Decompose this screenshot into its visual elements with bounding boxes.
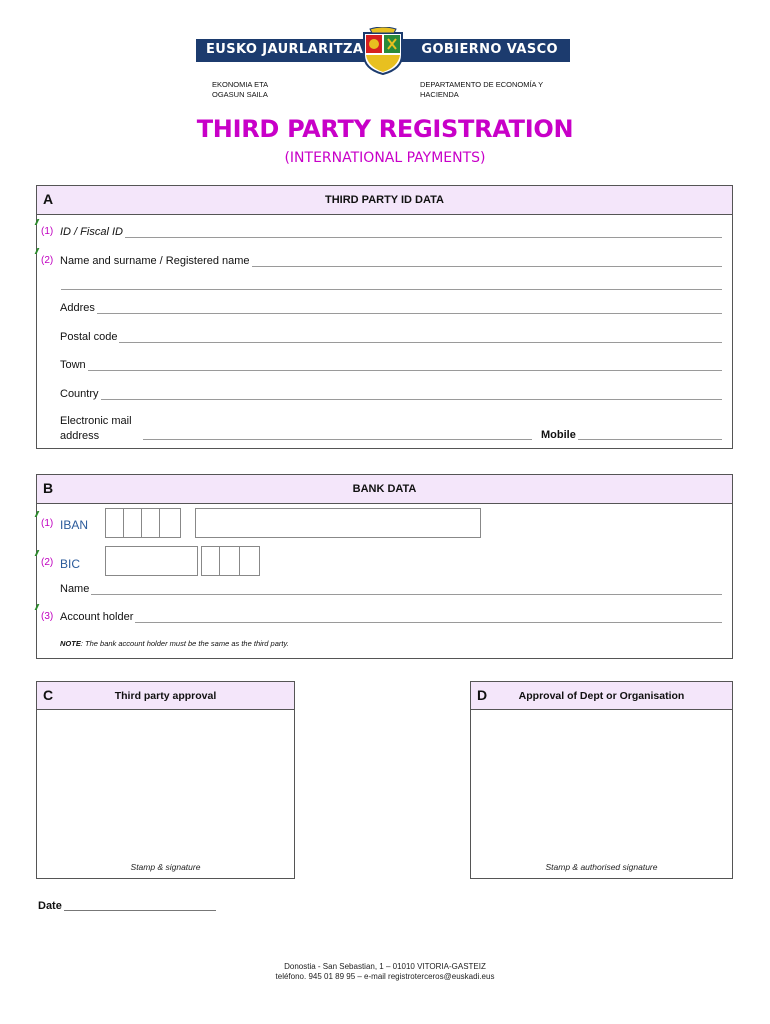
address-field[interactable]: [37, 302, 732, 318]
required-marker-icon: [35, 248, 42, 254]
name-continuation-field[interactable]: [37, 278, 732, 294]
section-c-header: [37, 682, 294, 710]
field-number: (2): [41, 255, 54, 266]
address-line[interactable]: [61, 313, 722, 314]
basque-government-crest-icon: [360, 27, 406, 75]
account-holder-label: Account holder: [60, 611, 134, 623]
section-b-bank-data: [36, 474, 733, 659]
section-b-letter: B: [43, 480, 54, 496]
section-c-third-party-approval[interactable]: [36, 681, 295, 879]
address-label: Addres: [60, 302, 95, 314]
name-continuation-line[interactable]: [61, 289, 722, 290]
section-d-letter: D: [477, 687, 488, 703]
email-field[interactable]: [37, 414, 732, 444]
email-label-line1: Electronic mail: [60, 415, 132, 427]
email-label: [60, 414, 134, 444]
field-number: (3): [41, 611, 54, 622]
name-label: Name and surname / Registered name: [60, 255, 250, 267]
country-line[interactable]: [61, 399, 722, 400]
postal-code-field[interactable]: [37, 331, 732, 347]
bank-note-body: : The bank account holder must be the same as the third party.: [80, 639, 289, 648]
iban-check-box-1[interactable]: [123, 508, 142, 538]
bank-name-label: Name: [60, 583, 90, 595]
account-holder-field[interactable]: [37, 611, 732, 627]
iban-country-box[interactable]: [105, 508, 124, 538]
fiscal-id-line[interactable]: [61, 237, 722, 238]
date-line[interactable]: [64, 910, 216, 911]
required-marker-icon: [35, 550, 42, 556]
bic-bank-input[interactable]: [105, 546, 198, 576]
form-title: THIRD PARTY REGISTRATION: [196, 115, 574, 143]
email-line[interactable]: [143, 439, 532, 440]
postal-code-line[interactable]: [61, 342, 722, 343]
country-label: Country: [60, 388, 99, 400]
department-basque-line2: OGASUN SAILA: [212, 90, 268, 99]
date-label: Date: [38, 900, 62, 912]
section-b-header: [37, 475, 732, 504]
section-d-header: [471, 682, 732, 710]
iban-check-box-3[interactable]: [159, 508, 181, 538]
footer: [0, 962, 770, 982]
footer-address: Donostia - San Sebastian, 1 – 01010 VITORIA-GASTEIZ: [284, 962, 486, 971]
country-field[interactable]: [37, 388, 732, 404]
mobile-line[interactable]: [577, 439, 722, 440]
field-number: (1): [41, 518, 54, 529]
town-label: Town: [60, 359, 86, 371]
section-d-signature-note: Stamp & authorised signature: [545, 862, 658, 872]
date-field[interactable]: [38, 900, 238, 916]
section-c-letter: C: [43, 687, 54, 703]
department-spanish-line2: HACIENDA: [420, 90, 459, 99]
logo-text-basque: EUSKO JAURLARITZA: [206, 42, 364, 57]
bic-code-box-2[interactable]: [219, 546, 240, 576]
iban-label: IBAN: [60, 518, 89, 532]
required-marker-icon: [35, 511, 42, 517]
email-label-line2: address: [60, 430, 100, 442]
department-basque: [212, 80, 268, 100]
postal-code-label: Postal code: [60, 331, 118, 343]
section-b-title: BANK DATA: [352, 483, 417, 495]
account-holder-line[interactable]: [61, 622, 722, 623]
fiscal-id-label: ID / Fiscal ID: [60, 226, 123, 238]
department-spanish: [420, 80, 543, 100]
field-number: (2): [41, 557, 54, 568]
field-number: (1): [41, 226, 54, 237]
name-field[interactable]: [37, 255, 732, 271]
section-a-third-party-id: [36, 185, 733, 449]
town-line[interactable]: [61, 370, 722, 371]
town-field[interactable]: [37, 359, 732, 375]
section-a-title: THIRD PARTY ID DATA: [325, 194, 444, 206]
mobile-label: Mobile: [541, 429, 576, 441]
footer-contact: teléfono. 945 01 89 95 – e-mail registroterceros@euskadi.eus: [275, 972, 495, 981]
section-c-signature-note: Stamp & signature: [130, 862, 201, 872]
section-d-dept-approval[interactable]: [470, 681, 733, 879]
iban-check-box-2[interactable]: [141, 508, 160, 538]
iban-account-input[interactable]: [195, 508, 481, 538]
department-spanish-line1: DEPARTAMENTO DE ECONOMÍA Y: [420, 80, 544, 89]
logo-text-spanish: GOBIERNO VASCO: [421, 42, 558, 57]
section-a-letter: A: [43, 191, 54, 207]
required-marker-icon: [35, 604, 42, 610]
required-marker-icon: [35, 219, 42, 225]
section-c-title: Third party approval: [114, 690, 217, 702]
bank-name-line[interactable]: [61, 594, 722, 595]
bic-code-box-1[interactable]: [201, 546, 220, 576]
bank-note-text: [60, 639, 291, 648]
bank-note-bold: NOTE: [60, 639, 81, 648]
bank-name-field[interactable]: [37, 583, 732, 599]
section-d-title: Approval of Dept or Organisation: [518, 690, 685, 702]
fiscal-id-field[interactable]: [37, 226, 732, 242]
bank-note: [37, 639, 732, 655]
form-subtitle: (INTERNATIONAL PAYMENTS): [284, 150, 486, 166]
bic-label: BIC: [60, 557, 81, 571]
bic-code-box-3[interactable]: [239, 546, 260, 576]
department-basque-line1: EKONOMIA ETA: [212, 80, 269, 89]
section-a-header: [37, 186, 732, 215]
